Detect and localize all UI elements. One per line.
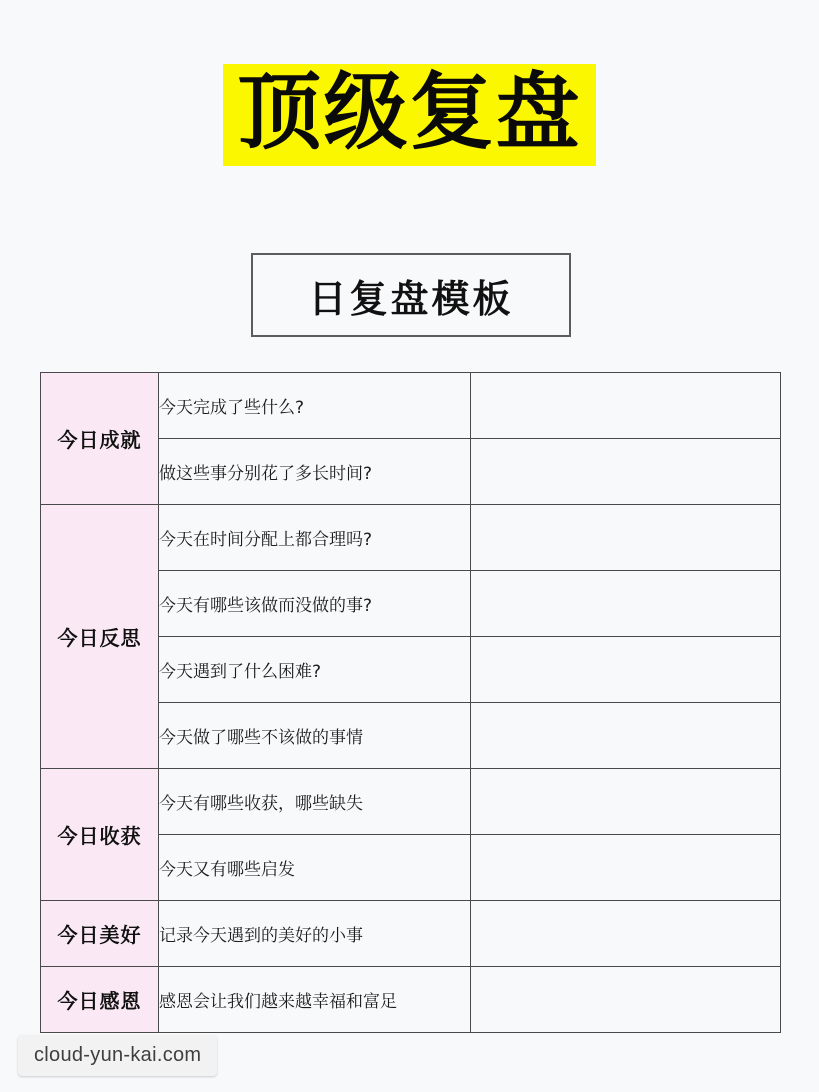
question-cell: 今天完成了些什么? [159,373,471,439]
table-row [41,901,781,967]
answer-cell[interactable] [471,835,781,901]
answer-cell[interactable] [471,901,781,967]
table-body [41,373,781,1033]
answer-cell[interactable] [471,571,781,637]
page-title: 顶级复盘 [237,63,582,161]
answer-cell[interactable] [471,967,781,1033]
question-cell: 今天有哪些该做而没做的事? [159,571,471,637]
review-template-table [40,372,781,1033]
answer-cell[interactable] [471,637,781,703]
table-row [41,769,781,835]
category-cell: 今日反思 [41,505,159,769]
question-cell: 今天有哪些收获，哪些缺失 [159,769,471,835]
title-block [0,64,819,166]
category-cell: 今日感恩 [41,967,159,1033]
table-row [41,373,781,439]
subtitle-box [251,253,571,337]
category-cell: 今日美好 [41,901,159,967]
answer-cell[interactable] [471,769,781,835]
subtitle-text: 日复盘模板 [308,276,514,321]
table-row [41,505,781,571]
question-cell: 今天在时间分配上都合理吗? [159,505,471,571]
question-cell: 记录今天遇到的美好的小事 [159,901,471,967]
answer-cell[interactable] [471,373,781,439]
table-row [41,967,781,1033]
question-cell: 今天遇到了什么困难? [159,637,471,703]
question-cell: 做这些事分别花了多长时间? [159,439,471,505]
category-cell: 今日收获 [41,769,159,901]
title-highlight [223,64,595,166]
answer-cell[interactable] [471,703,781,769]
question-cell: 今天做了哪些不该做的事情 [159,703,471,769]
category-cell: 今日成就 [41,373,159,505]
answer-cell[interactable] [471,439,781,505]
question-cell: 今天又有哪些启发 [159,835,471,901]
answer-cell[interactable] [471,505,781,571]
watermark-label: cloud-yun-kai.com [18,1035,217,1076]
question-cell: 感恩会让我们越来越幸福和富足 [159,967,471,1033]
